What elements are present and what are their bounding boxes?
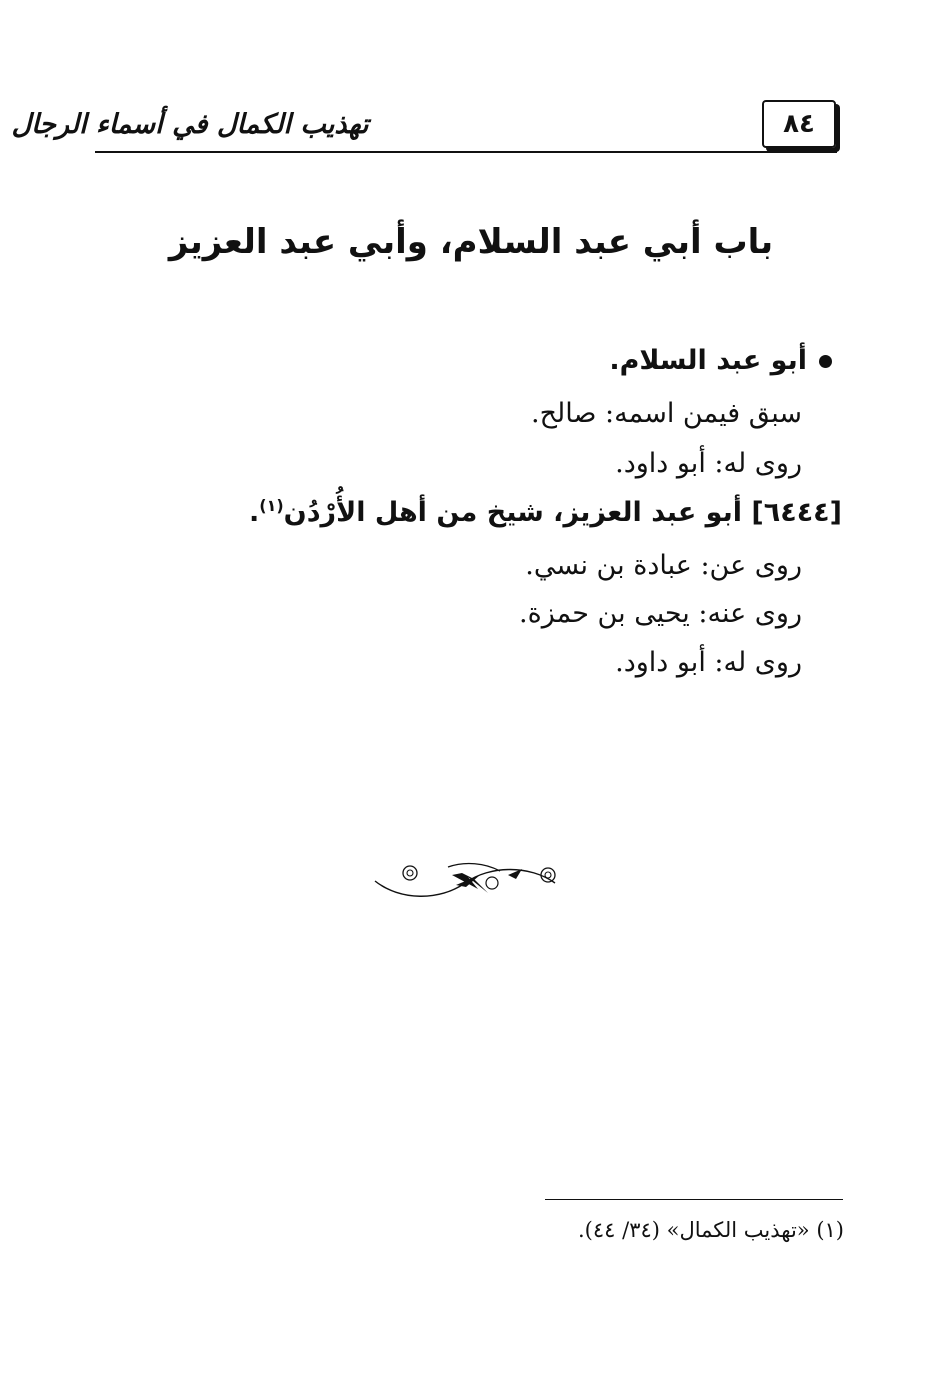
running-title: تهذيب الكمال في أسماء الرجال	[11, 108, 369, 140]
header-divider	[95, 151, 837, 153]
page-number-box	[762, 100, 836, 148]
entry-heading-text: أبو عبد السلام.	[609, 345, 807, 376]
entry-line: روى له: أبو داود.	[615, 448, 802, 479]
entry-line: سبق فيمن اسمه: صالح.	[531, 398, 802, 429]
entry-heading-abu-abd-al-salam	[609, 345, 832, 376]
bullet-icon	[819, 355, 832, 368]
entry-heading-6444	[249, 496, 842, 528]
entry-line: روى عن: عبادة بن نسي.	[525, 550, 802, 581]
footnote-divider	[545, 1199, 843, 1200]
chapter-title: باب أبي عبد السلام، وأبي عبد العزيز	[168, 222, 774, 262]
entry-line: روى عنه: يحيى بن حمزة.	[519, 598, 802, 629]
entry-heading-text: [٦٤٤٤] أبو عبد العزيز، شيخ من أهل الأُرْدُن	[283, 497, 842, 528]
ornament-divider-icon	[370, 853, 565, 903]
footnote: (١) «تهذيب الكمال» (٣٤/ ٤٤).	[578, 1218, 844, 1242]
page-number: ٨٤	[783, 109, 815, 139]
entry-heading-end: .	[249, 497, 260, 528]
entry-line: روى له: أبو داود.	[615, 647, 802, 678]
footnote-ref: (١)	[259, 496, 284, 515]
